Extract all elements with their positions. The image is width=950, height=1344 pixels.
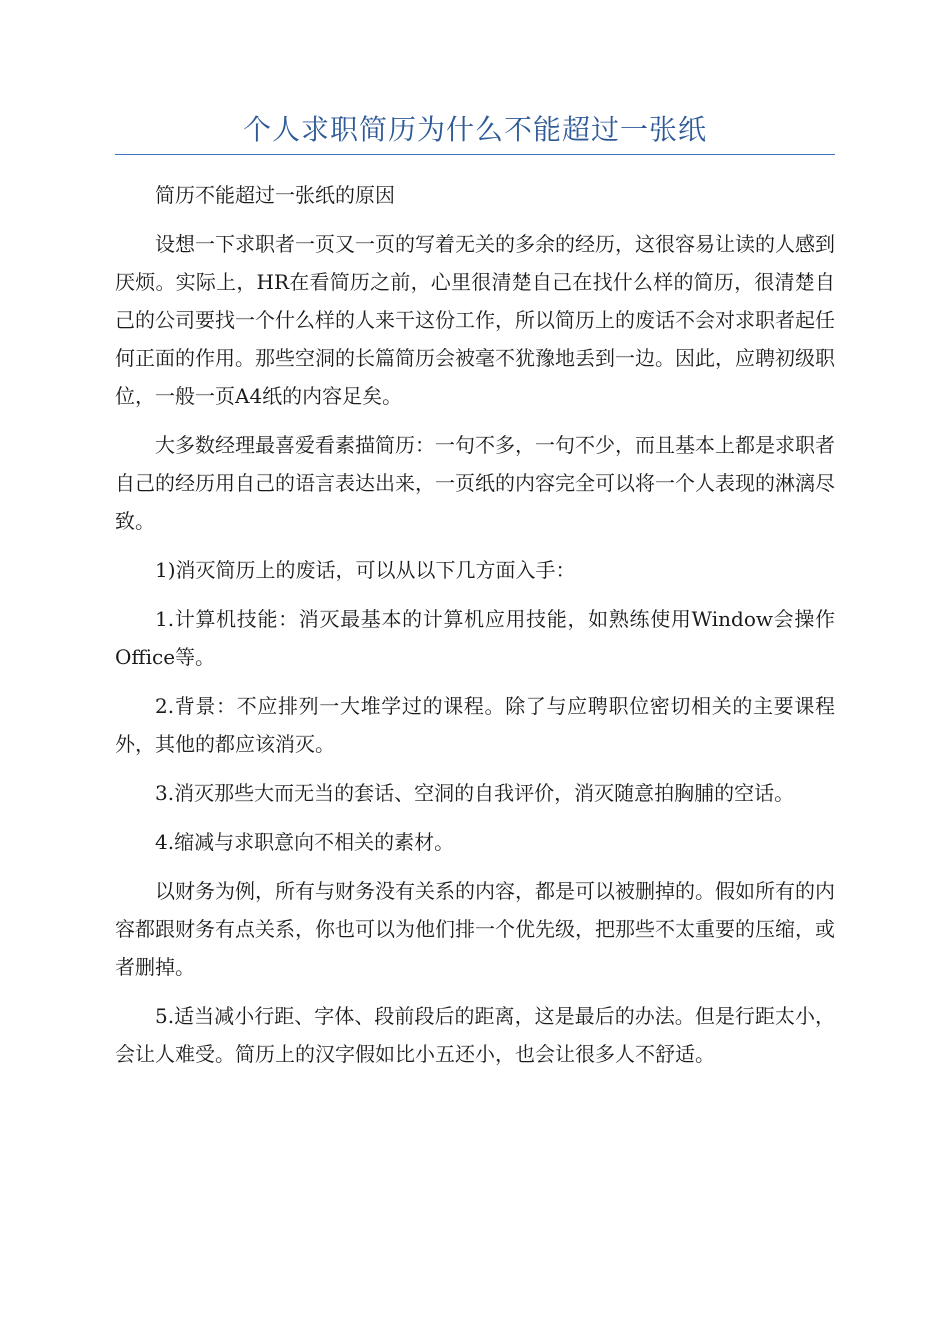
list-item-trim-material: 4.缩减与求职意向不相关的素材。: [155, 830, 455, 854]
title-underline: [115, 154, 835, 155]
paragraph-intro: 设想一下求职者一页又一页的写着无关的多余的经历，这很容易让读的人感到厌烦。实际上，HR在看简历之前，心里很清楚自己在找什么样的简历，很清楚自己的公司要找一个什么样的人来干这份工作，所以简历上的废话不会对求职者起任何正面的作用。那些空洞的长篇简历会被毫不犹豫地丢到一边。因此，应聘初级职位，一般一页A4纸的内容足矣。: [115, 232, 835, 408]
list-item-spacing: 5.适当减小行距、字体、段前段后的距离，这是最后的办法。但是行距太小，会让人难受。简历上的汉字假如比小五还小，也会让很多人不舒适。: [115, 1004, 835, 1066]
paragraph-finance-example: 以财务为例，所有与财务没有关系的内容，都是可以被删掉的。假如所有的内容都跟财务有点关系，你也可以为他们排一个优先级，把那些不太重要的压缩，或者删掉。: [115, 879, 835, 979]
paragraph-managers: 大多数经理最喜爱看素描简历：一句不多，一句不少，而且基本上都是求职者自己的经历用自己的语言表达出来，一页纸的内容完全可以将一个人表现的淋漓尽致。: [115, 433, 835, 533]
list-item-computer-skills: 1.计算机技能：消灭最基本的计算机应用技能，如熟练使用Window会操作Office等。: [115, 607, 835, 669]
document-title: 个人求职简历为什么不能超过一张纸: [242, 113, 707, 146]
document-body: [115, 176, 835, 1084]
list-item-cliches: 3.消灭那些大而无当的套话、空洞的自我评价，消灭随意拍胸脯的空话。: [155, 781, 795, 805]
section-heading: 简历不能超过一张纸的原因: [155, 183, 395, 207]
list-item-background: 2.背景：不应排列一大堆学过的课程。除了与应聘职位密切相关的主要课程外，其他的都应该消灭。: [115, 694, 835, 756]
list-heading: 1)消灭简历上的废话，可以从以下几方面入手：: [155, 558, 576, 582]
